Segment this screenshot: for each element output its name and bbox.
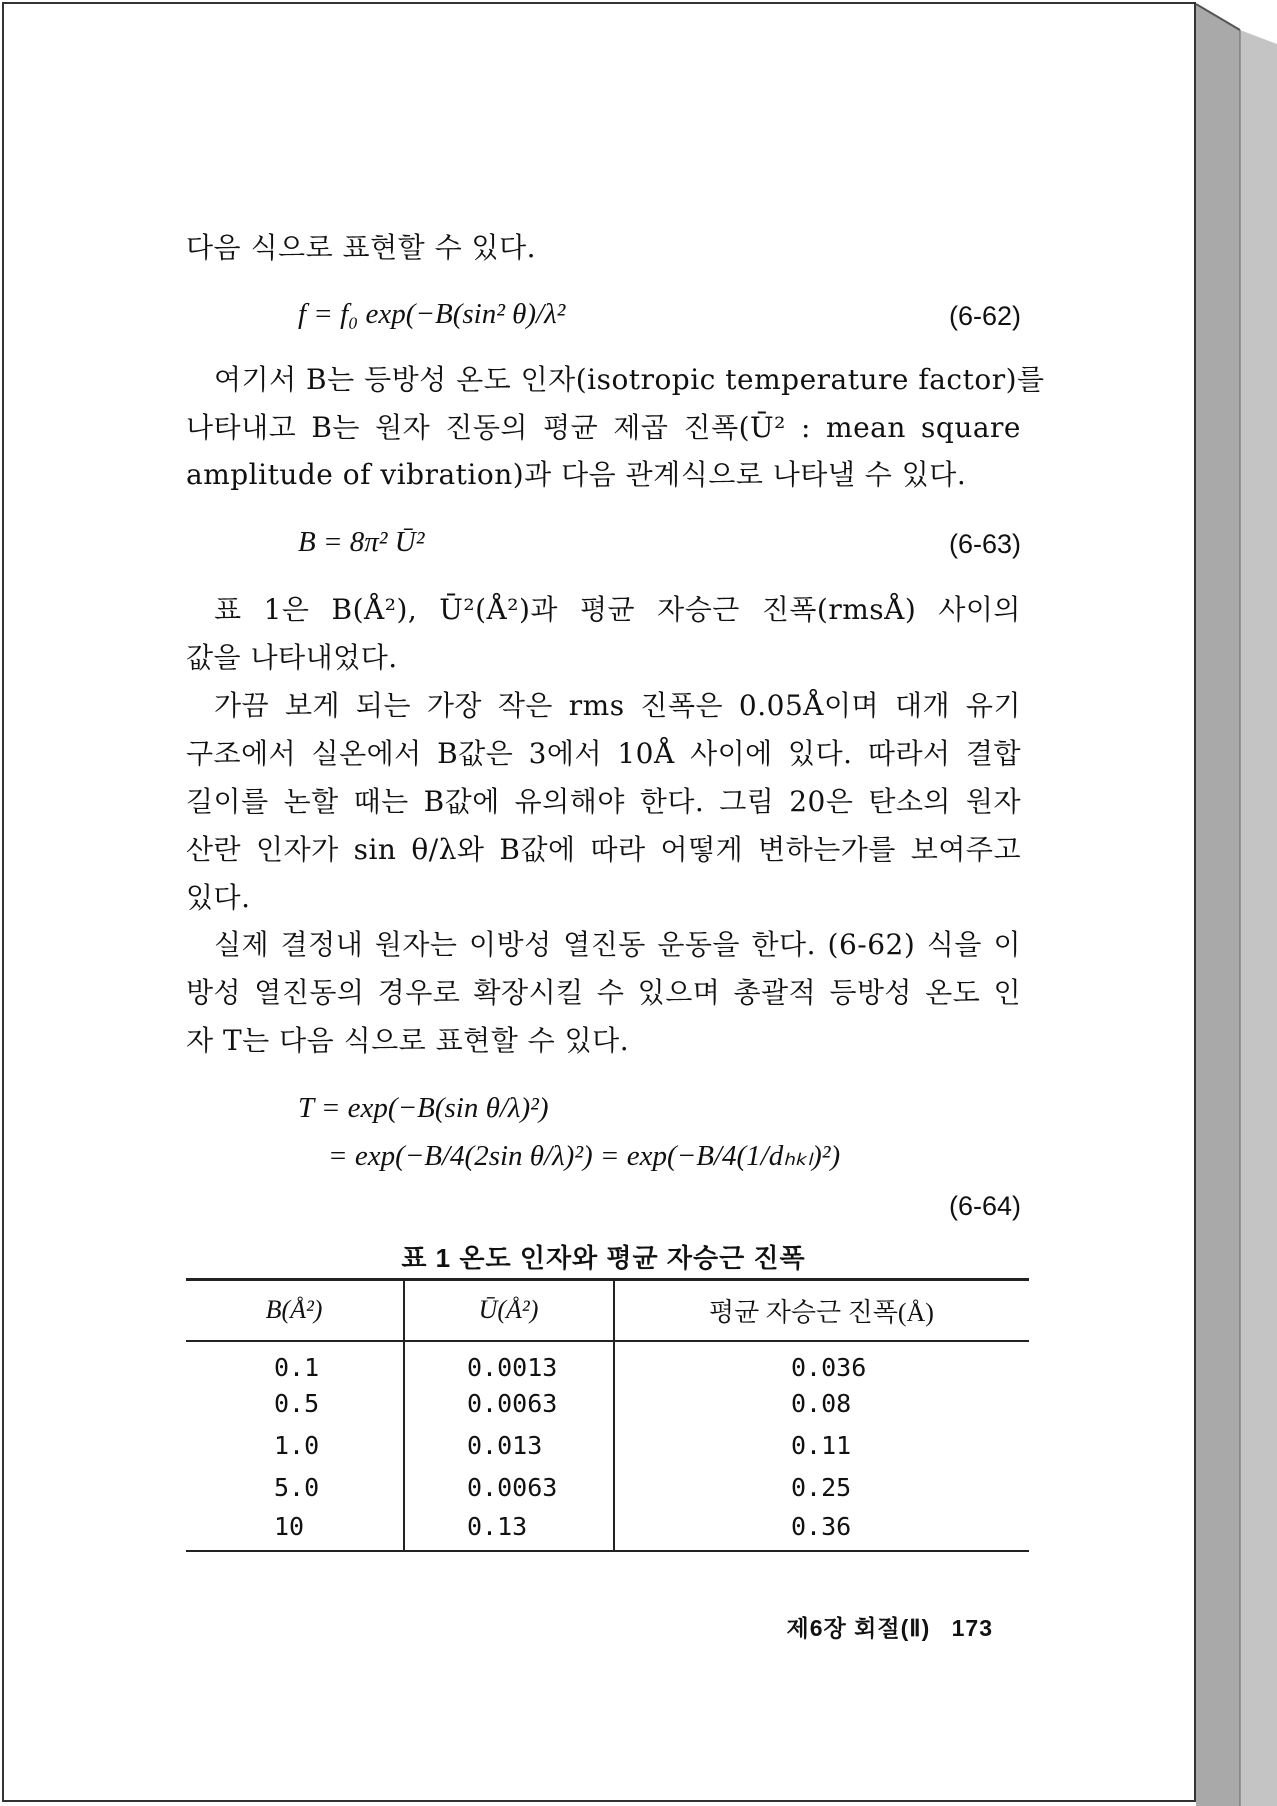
paragraph-line: 산란 인자가 sin θ/λ와 B값에 따라 어떻게 변하는가를 보여주고 <box>186 833 1021 866</box>
table-row <box>186 1425 1029 1467</box>
paragraph-line: 실제 결정내 원자는 이방성 열진동 운동을 한다. (6-62) 식을 이 <box>214 928 1021 961</box>
table-cell: 0.08 <box>614 1383 1029 1425</box>
table-cell: 10 <box>186 1509 404 1551</box>
column-header: 평균 자승근 진폭(Å) <box>614 1281 1029 1341</box>
equation-6-64-line2: = exp(−B/4(2sin θ/λ)²) = exp(−B/4(1/dₕₖₗ)²) <box>328 1140 841 1172</box>
table-cell: 0.1 <box>274 1352 320 1382</box>
paragraph-line: 가끔 보게 되는 가장 작은 rms 진폭은 0.05Å이며 대개 유기 <box>214 689 1021 722</box>
page-number: 173 <box>951 1615 993 1641</box>
paragraph-line: 구조에서 실온에서 B값은 3에서 10Å 사이에 있다. 따라서 결합 <box>186 737 1021 770</box>
table-row <box>186 1383 1029 1425</box>
paragraph-line: 길이를 논할 때는 B값에 유의해야 한다. 그림 20은 탄소의 원자 <box>186 785 1021 818</box>
equation-6-63: B = 8π² Ū² <box>298 526 425 558</box>
table-cell: 0.0013 <box>404 1341 614 1383</box>
table-caption: 표 1 온도 인자와 평균 자승근 진폭 <box>401 1243 806 1273</box>
column-header: Ū(Å²) <box>404 1281 614 1341</box>
table-cell: 0.0063 <box>404 1383 614 1425</box>
paragraph-line: 다음 식으로 표현할 수 있다. <box>186 231 537 264</box>
paragraph-line: 자 T는 다음 식으로 표현할 수 있다. <box>186 1024 630 1057</box>
table-cell: 0.036 <box>614 1341 1029 1383</box>
paragraph-line: 여기서 B는 등방성 온도 인자(isotropic temperature factor)를 <box>214 363 1045 396</box>
equation-6-64-line1: T = exp(−B(sin θ/λ)²) <box>298 1092 549 1124</box>
table-cell: 0.013 <box>404 1425 614 1467</box>
table-row <box>186 1509 1029 1551</box>
table-row <box>186 1467 1029 1509</box>
table-cell: 0.11 <box>614 1425 1029 1467</box>
equation-number: (6-63) <box>948 529 1021 559</box>
equation-number: (6-62) <box>948 301 1021 331</box>
column-header: B(Å²) <box>186 1281 404 1341</box>
chapter-label: 제6장 회절(Ⅱ) <box>786 1615 931 1641</box>
table-cell: 0.25 <box>614 1467 1029 1509</box>
table-cell: 5.0 <box>274 1473 320 1502</box>
table-cell: 0.13 <box>404 1509 614 1551</box>
table-cell: 0.5 <box>274 1389 320 1418</box>
page-footer <box>787 1610 993 1643</box>
paragraph-line: 있다. <box>186 881 251 914</box>
table-cell: 1.0 <box>274 1431 320 1460</box>
table-cell: 0.0063 <box>404 1467 614 1509</box>
table-row <box>186 1341 1029 1383</box>
equation-6-62: f = f₀ exp(−B(sin² θ)/λ² <box>298 298 566 330</box>
paragraph-line: 표 1은 B(Å²), Ū²(Å²)과 평균 자승근 진폭(rmsÅ) 사이의 <box>214 593 1021 626</box>
temperature-factor-table <box>186 1278 1029 1552</box>
paragraph-line: 나타내고 B는 원자 진동의 평균 제곱 진폭(Ū² : mean square <box>186 411 1021 444</box>
paragraph-line: 방성 열진동의 경우로 확장시킬 수 있으며 총괄적 등방성 온도 인 <box>186 976 1021 1009</box>
table-header-row <box>186 1281 1029 1341</box>
paragraph-line: amplitude of vibration)과 다음 관계식으로 나타낼 수 있다. <box>186 458 967 491</box>
equation-number: (6-64) <box>948 1191 1021 1221</box>
paragraph-line: 값을 나타내었다. <box>186 641 398 674</box>
table-cell: 0.36 <box>614 1509 1029 1551</box>
